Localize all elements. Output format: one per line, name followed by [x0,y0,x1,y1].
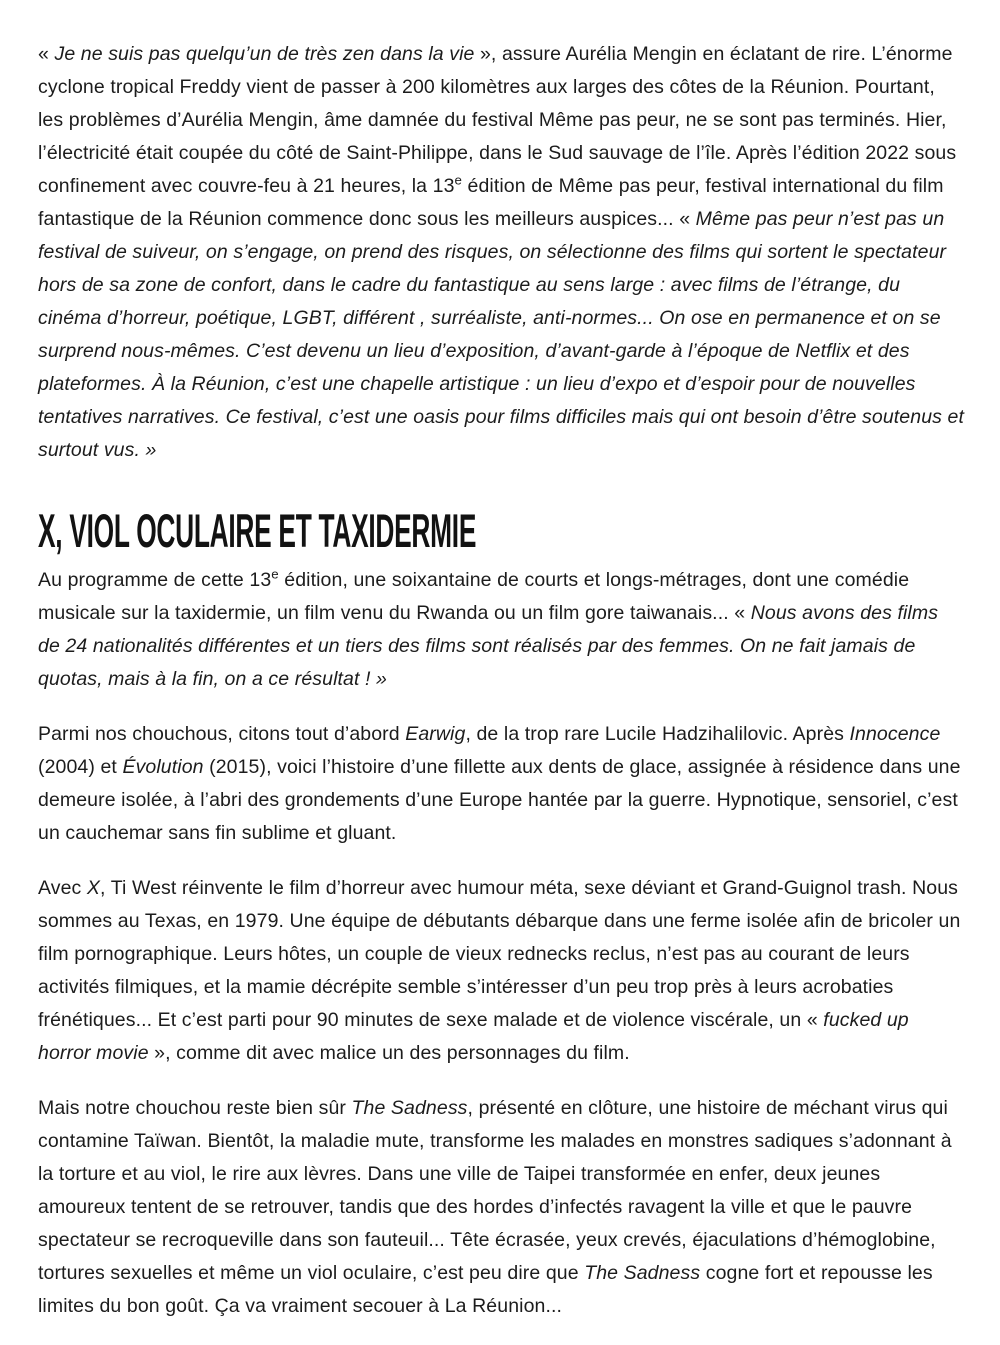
intro-paragraph: « Je ne suis pas quelqu’un de très zen dans la vie », assure Aurélia Mengin en éclatant de rire. L’énorme cyclone tropical Freddy vient de passer à 200 kilomètres aux larges des côtes de la Réunion. Pourtant, les problèmes d’Aurélia Mengin, âme damnée du festival Même pas peur, ne se sont pas terminés. Hier, l’électricité était coupée du côté de Saint-Philippe, dans le Sud sauvage de l’île. Après l’édition 2022 sous confinement avec couvre-feu à 21 heures, la 13e édition de Même pas peur, festival international du film fantastique de la Réunion commence donc sous les meilleurs auspices... « Même pas peur n’est pas un festival de suiveur, on s’engage, on prend des risques, on sélectionne des films qui sortent le spectateur hors de sa zone de confort, dans le cadre du fantastique au sens large : avec films de l’étrange, du cinéma d’horreur, poétique, LGBT, différent , surréaliste, anti-normes... On ose en permanence et on se surprend nous-mêmes. C’est devenu un lieu d’exposition, d’avant-garde à l’époque de Netflix et des plateformes. À la Réunion, c’est une chapelle artistique : un lieu d’expo et d’espoir pour de nouvelles tentatives narratives. Ce festival, c’est une oasis pour films difficiles mais qui ont besoin d’être soutenus et surtout vus. » [38,43,964,461]
section-heading: X, VIOL OCULAIRE ET TAXIDERMIE [38,504,477,557]
the-sadness-paragraph: Mais notre chouchou reste bien sûr The Sadness, présenté en clôture, une histoire de méchant virus qui contamine Taïwan. Bientôt, la maladie mute, transforme les malades en monstres sadiques s’adonnant à la torture et au viol, le rire aux lèvres. Dans une ville de Taipei transformée en enfer, deux jeunes amoureux tentent de se retrouver, tandis que des hordes d’infectés ravagent la ville et que le pauvre spectateur se recroqueville dans son fauteuil... Tête écrasée, yeux crevés, éjaculations d’hémoglobine, tortures sexuelles et même un viol oculaire, c’est peu dire que The Sadness cogne fort et repousse les limites du bon goût. Ça va vraiment secouer à La Réunion... [38,1097,952,1317]
x-ti-west-paragraph: Avec X, Ti West réinvente le film d’horreur avec humour méta, sexe déviant et Grand-Guignol trash. Nous sommes au Texas, en 1979. Une équipe de débutants débarque dans une ferme isolée afin de bricoler un film pornographique. Leurs hôtes, un couple de vieux rednecks reclus, n’est pas au courant de leurs activités filmiques, et la mamie décrépite semble s’intéresser d’un peu trop près à leurs acrobaties frénétiques... Et c’est parti pour 90 minutes de sexe malade et de violence viscérale, un « fucked up horror movie », comme dit avec malice un des personnages du film. [38,877,961,1064]
programme-paragraph: Au programme de cette 13e édition, une soixantaine de courts et longs-métrages, dont une comédie musicale sur la taxidermie, un film venu du Rwanda ou un film gore taiwanais... « Nous avons des films de 24 nationalités différentes et un tiers des films sont réalisés par des femmes. On ne fait jamais de quotas, mais à la fin, on a ce résultat ! » [38,566,939,690]
earwig-paragraph: Parmi nos chouchous, citons tout d’abord Earwig, de la trop rare Lucile Hadzihalilovic. Après Innocence (2004) et Évolution (2015), voici l’histoire d’une fillette aux dents de glace, assignée à résidence dans une demeure isolée, à l’abri des grondements d’une Europe hantée par la guerre. Hypnotique, sensoriel, c’est un cauchemar sans fin sublime et gluant. [38,723,961,844]
